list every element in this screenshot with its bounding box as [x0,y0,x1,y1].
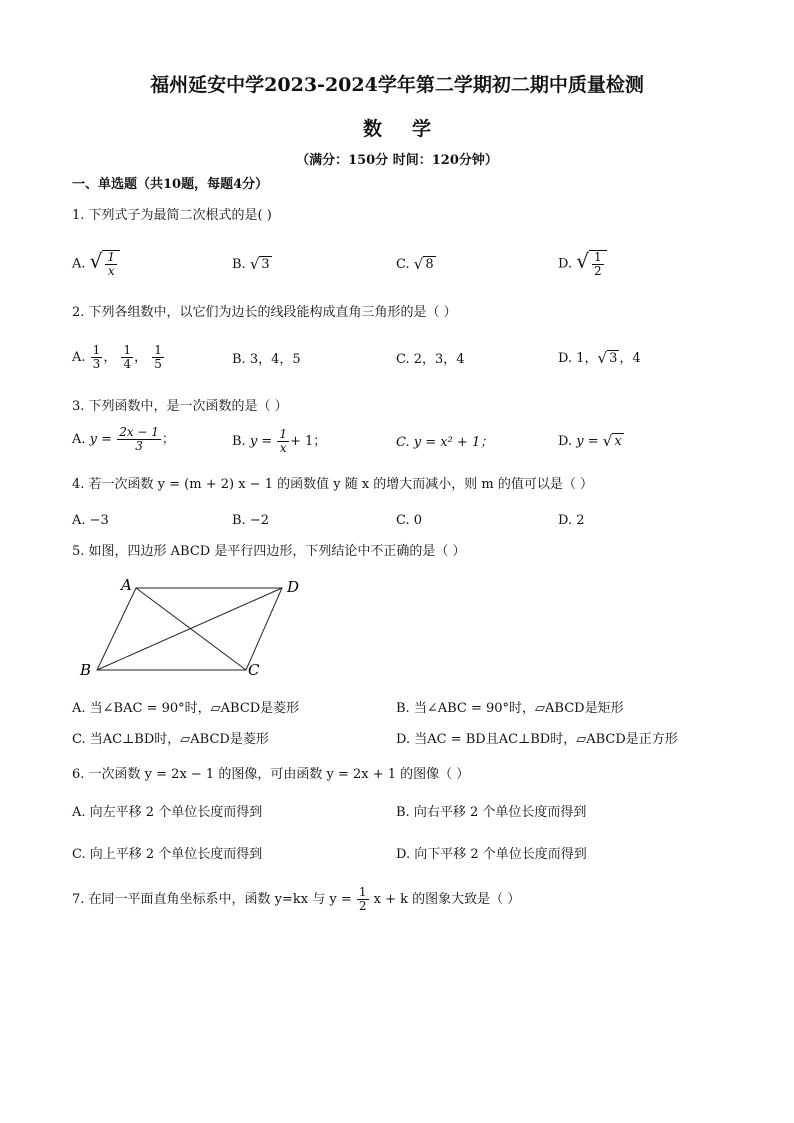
q6-option-d: D. 向下平移 2 个单位长度而得到 [396,847,587,862]
section-heading: 一、单选题（共10题，每题4分） [72,177,269,192]
q1-stem: 1. 下列式子为最简二次根式的是( ) [72,208,272,223]
q5-stem: 5. 如图，四边形 ABCD 是平行四边形，下列结论中不正确的是（ ） [72,544,466,559]
q6-option-c: C. 向上平移 2 个单位长度而得到 [72,847,263,862]
q5-option-d: D. 当AC = BD且AC⊥BD时，▱ABCD是正方形 [396,732,678,747]
exam-meta: （满分：150分 时间：120分钟） [296,153,498,168]
q7-stem: 7. 在同一平面直角坐标系中，函数 y=kx 与 y = $\frac{1}{2}$ x + k 的图象大致是（ ） [72,885,521,913]
q2-stem: 2. 下列各组数中，以它们为边长的线段能构成直角三角形的是（ ） [72,305,457,320]
q5-option-a: A. 当∠BAC = 90°时，▱ABCD是菱形 [72,701,300,716]
exam-title: 福州延安中学2023-2024学年第二学期初二期中质量检测 [150,74,644,96]
q1-option-b: B. √ 3 [232,255,270,273]
vertex-label-a: A [121,576,132,594]
parallelogram-figure [76,574,310,684]
vertex-label-c: C [248,661,260,679]
q2-option-c: C. 2，3，4 [396,352,465,367]
q6-option-b: B. 向右平移 2 个单位长度而得到 [396,805,587,820]
q4-option-a: A. −3 [72,513,109,528]
q3-option-b: B. y = $\frac{1}{x}$ + 1； [232,427,327,455]
q4-option-b: B. −2 [232,513,269,528]
q5-option-b: B. 当∠ABC = 90°时，▱ABCD是矩形 [396,701,624,716]
vertex-label-b: B [80,661,92,679]
diagonal-bd [97,588,282,670]
q5-option-c: C. 当AC⊥BD时，▱ABCD是菱形 [72,732,269,747]
q3-option-c: C. y = x² + 1； [396,435,494,450]
q6-option-a: A. 向左平移 2 个单位长度而得到 [72,805,263,820]
q2-option-b: B. 3，4，5 [232,352,301,367]
q4-option-c: C. 0 [396,513,423,528]
q1-option-a: A. √ $\frac{1}{x}$ [72,250,120,278]
q6-stem: 6. 一次函数 y = 2x − 1 的图像，可由函数 y = 2x + 1 的图像（ ） [72,767,470,782]
q1-option-c: C. √ 8 [396,255,434,273]
q3-stem: 3. 下列函数中，是一次函数的是（ ） [72,399,288,414]
q2-option-d: D. 1， √ 3 ，4 [558,349,641,367]
subject-title: 数学 [362,118,461,140]
q3-option-a: A. y = $\frac{2x - 1}{3}$ ； [72,425,175,453]
q1-option-d: D. √ $\frac{1}{2}$ [558,250,607,278]
diagonal-ac [136,588,246,670]
vertex-label-d: D [287,578,300,596]
q4-stem: 4. 若一次函数 y = (m + 2) x − 1 的函数值 y 随 x 的增大而减小，则 m 的值可以是（ ） [72,477,594,492]
q3-option-d: D. y = √ x [558,432,622,450]
q4-option-d: D. 2 [558,513,585,528]
q2-option-a: A. $\frac{1}{3}$ ， $\frac{1}{4}$ ， $\frac{1}{5}$ [72,343,162,371]
